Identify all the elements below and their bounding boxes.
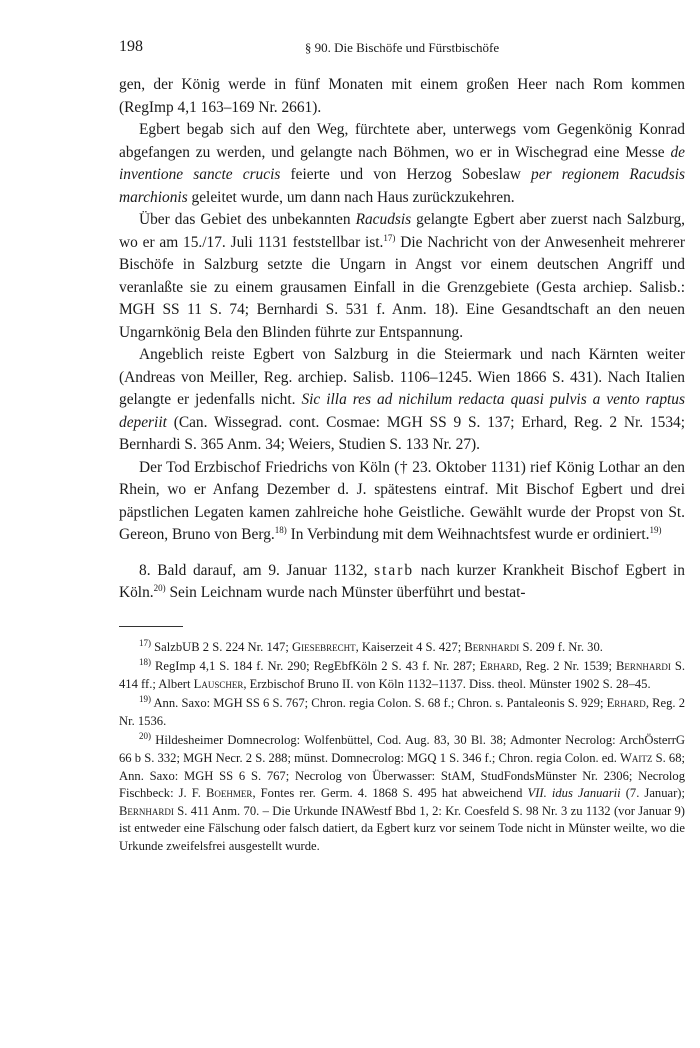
footnote-mark: 19) [139, 694, 151, 705]
footnotes [119, 639, 685, 856]
paragraph-4 [119, 344, 685, 457]
footnote-divider [119, 626, 183, 627]
footnote-text: SalzbUB 2 S. 224 Nr. 147; [151, 639, 292, 654]
footnote-text: S. 414 ff.; Albert [119, 659, 685, 691]
footnote-text: S. 209 f. Nr. 30. [519, 639, 603, 654]
footnote-text: (7. Januar); [620, 786, 685, 801]
latin-quote: Racudsis [355, 211, 412, 228]
footnote-text: , Fontes rer. Germ. 4. 1868 S. 495 hat abweichend [252, 786, 528, 801]
spaced-word: starb [374, 561, 415, 579]
author-name: Lauscher [193, 676, 244, 691]
paragraph-text: nach kurzer Krankheit Bischof Egbert in Köln. [119, 561, 686, 601]
footnote-text: , Reg. 2 Nr. 1539; [518, 659, 616, 674]
latin-quote: per regionem Racudsis marchionis [119, 166, 686, 206]
footnote-mark: 17) [139, 637, 151, 648]
author-name: Erhard [479, 659, 519, 674]
running-head: § 90. Die Bischöfe und Fürstbischöfe [304, 40, 500, 55]
paragraph-text: gelangte Egbert aber zuerst nach Salzburg, wo er am 15./17. Juli 1131 feststellbar ist. [119, 211, 685, 251]
author-name: Waitz [620, 751, 653, 766]
paragraph-text: Egbert begab sich auf den Weg, fürchtete aber, unterwegs vom Gegenkönig Konrad abgefangen zu werden, und gelangte nach Böhmen, wo er in Wischegrad eine Messe [119, 121, 685, 161]
latin-quote: Sic illa res ad nichilum redacta quasi pulvis a vento raptus deperiit [119, 391, 685, 431]
footnote-19 [119, 695, 685, 730]
main-text [119, 74, 685, 605]
paragraph-text: 8. Bald darauf, am 9. Januar 1132, [139, 561, 375, 579]
author-name: Giesebrecht [292, 639, 356, 654]
footnote-mark: 18) [139, 656, 151, 667]
footnote-20 [119, 732, 685, 855]
footnote-text: Ann. Saxo: MGH SS 6 S. 767; Chron. regia Colon. S. 68 f.; Chron. s. Pantaleonis S. 929; [151, 696, 607, 711]
author-name: Boehmer [206, 786, 253, 801]
book-page [119, 38, 685, 858]
footnote-mark: 20) [139, 731, 151, 742]
footnote-ref: 17) [383, 232, 396, 243]
footnote-17 [119, 639, 685, 657]
paragraph-5 [119, 457, 685, 547]
footnote-18 [119, 658, 685, 693]
footnote-ref: 18) [274, 524, 287, 535]
paragraph-text: feierte und von Herzog Sobeslaw [280, 166, 532, 183]
paragraph-1 [119, 74, 685, 119]
paragraph-text: Über das Gebiet des unbekannten [139, 211, 356, 228]
paragraph-text: Sein Leichnam wurde nach Münster überführt und bestat- [165, 584, 526, 601]
author-name: Bernhardi [464, 639, 520, 654]
footnote-text: , Kaiserzeit 4 S. 427; [355, 639, 465, 654]
paragraph-3 [119, 209, 685, 344]
page-header [119, 38, 685, 60]
paragraph-text: Der Tod Erzbischof Friedrichs von Köln († 23. Oktober 1131) rief König Lothar an den Rhein, wo er Anfang Dezember d. J. spätestens eintraf. Mit Bischof Egbert und drei päpstlichen Legaten kamen zahlreiche hohe Geistliche. Gewählt wurde der Propst von St. Gereon, Bruno von Berg. [119, 458, 685, 543]
page-number: 198 [119, 38, 143, 55]
latin-quote: de inventione sancte crucis [119, 143, 685, 183]
paragraph-2 [119, 119, 685, 209]
author-name: Erhard [606, 696, 646, 711]
latin-quote: VII. idus Januarii [527, 786, 621, 801]
footnote-text: , Erzbischof Bruno II. von Köln 1132–1137. Diss. theol. Münster 1902 S. 28–45. [243, 676, 651, 691]
footnote-text: Hildesheimer Domnecrolog: Wolfenbüttel, Cod. Aug. 83, 30 Bl. 38; Admonter Necrolog: ArchÖsterrG 66 b S. 332; MGH Necr. 2 S. 288; münst. Domnecrolog: MGQ 1 S. 346 f.; Chron. regia Colon. ed. [119, 733, 685, 766]
paragraph-text: Die Nachricht von der Anwesenheit mehrerer Bischöfe in Salzburg setzte die Ungarn in Angst vor einem deutschen Angriff und veranlaßte sie zu einem grausamen Einfall in die Grenzgebiete (Gesta archiep. Salisb.: MGH SS 11 S. 74; Bernhardi S. 531 f. Anm. 18). Eine Gesandtschaft an den neuen Ungarnkönig Bela den Blinden führte zur Entspannung. [119, 233, 685, 341]
paragraph-text: In Verbindung mit dem Weihnachtsfest wurde er ordiniert. [286, 526, 650, 543]
footnote-ref: 20) [153, 582, 166, 593]
author-name: Bernhardi [119, 803, 174, 818]
footnote-text: RegImp 4,1 S. 184 f. Nr. 290; RegEbfKöln 2 S. 43 f. Nr. 287; [151, 659, 480, 674]
author-name: Bernhardi [615, 659, 671, 674]
paragraph-text: geleitet wurde, um dann nach Haus zurückzukehren. [187, 188, 515, 206]
paragraph-6 [119, 560, 685, 605]
footnote-text: S. 411 Anm. 70. – Die Urkunde INAWestf Bbd 1, 2: Kr. Coesfeld S. 98 Nr. 3 zu 1132 (vor Januar 9) ist entweder eine Fälschung oder falsch datiert, da Egbert kurz vor seinem Tode nicht in Münster weilte, wo die Urkunde zweifelsfrei ausgestellt wurde. [119, 803, 685, 854]
footnote-ref: 19) [649, 524, 662, 535]
paragraph-text: Angeblich reiste Egbert von Salzburg in die Steiermark und nach Kärnten weiter (Andreas von Meiller, Reg. archiep. Salisb. 1106–1245. Wien 1866 S. 431). Nach Italien gelangte er jedenfalls nicht. [119, 346, 685, 408]
footnote-text: S. 68; Ann. Saxo: MGH SS 6 S. 767; Necrolog von Überwasser: StAM, StudFondsMünster Nr. 2306; Necrolog Fischbeck: J. F. [119, 751, 686, 801]
footnote-text: , Reg. 2 Nr. 1536. [119, 696, 686, 728]
paragraph-text: gen, der König werde in fünf Monaten mit einem großen Heer nach Rom kommen (RegImp 4,1 163–169 Nr. 2661). [119, 76, 685, 116]
paragraph-text: (Can. Wissegrad. cont. Cosmae: MGH SS 9 S. 137; Erhard, Reg. 2 Nr. 1534; Bernhardi S. 365 Anm. 34; Weiers, Studien S. 133 Nr. 27). [119, 413, 685, 453]
